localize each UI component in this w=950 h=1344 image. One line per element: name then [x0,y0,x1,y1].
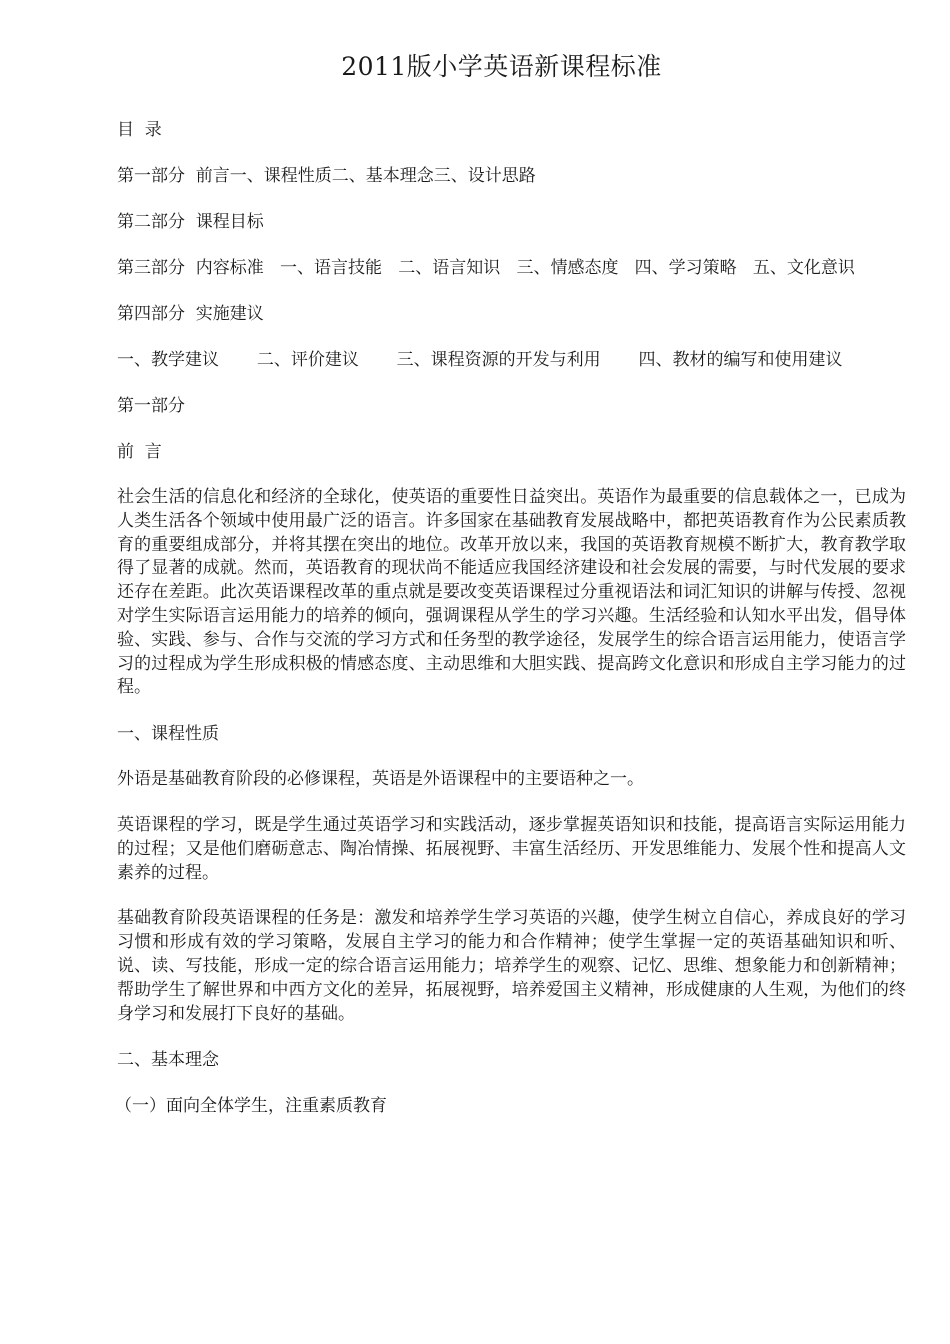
toc-part-2: 第二部分 课程目标 [117,212,264,232]
preface-heading: 前 言 [117,442,162,462]
toc-part-3: 第三部分 内容标准 一、语言技能 二、语言知识 三、情感态度 四、学习策略 五、文化意识 [117,258,855,278]
toc-heading: 目 录 [117,120,162,140]
section-heading-basic-concepts: 二、基本理念 [117,1050,219,1071]
course-nature-paragraph-3: 基础教育阶段英语课程的任务是：激发和培养学生学习英语的兴趣，使学生树立自信心，养成良好的学习习惯和形成有效的学习策略，发展自主学习的能力和合作精神；使学生掌握一定的英语基础知识和听、说、读、写技能，形成一定的综合语言运用能力；培养学生的观察、记忆、思维、想象能力和创新精神；帮助学生了解世界和中西方文化的差异，拓展视野，培养爱国主义精神，形成健康的人生观，为他们的终身学习和发展打下良好的基础。 [117,908,906,1024]
document-title: 2011版小学英语新课程标准 [341,52,662,81]
toc-part-1: 第一部分 前言一、课程性质二、基本理念三、设计思路 [117,166,536,186]
part-label: 第一部分 [117,396,185,416]
section-heading-course-nature: 一、课程性质 [117,724,219,745]
subsection-heading-all-students: （一）面向全体学生，注重素质教育 [115,1096,387,1117]
toc-part-4-items: 一、教学建议 二、评价建议 三、课程资源的开发与利用 四、教材的编写和使用建议 [117,350,843,370]
toc-part-4: 第四部分 实施建议 [117,304,264,324]
course-nature-paragraph-2: 英语课程的学习，既是学生通过英语学习和实践活动，逐步掌握英语知识和技能，提高语言实际运用能力的过程；又是他们磨砺意志、陶冶情操、拓展视野、丰富生活经历、开发思维能力、发展个性和提高人文素养的过程。 [117,814,906,883]
course-nature-paragraph-1: 外语是基础教育阶段的必修课程，英语是外语课程中的主要语种之一。 [117,769,644,790]
preface-paragraph: 社会生活的信息化和经济的全球化，使英语的重要性日益突出。英语作为最重要的信息载体之一，已成为人类生活各个领域中使用最广泛的语言。许多国家在基础教育发展战略中，都把英语教育作为公民素质教育的重要组成部分，并将其摆在突出的地位。改革开放以来，我国的英语教育规模不断扩大，教育教学取得了显著的成就。然而，英语教育的现状尚不能适应我国经济建设和社会发展的需要，与时代发展的要求还存在差距。此次英语课程改革的重点就是要改变英语课程过分重视语法和词汇知识的讲解与传授、忽视对学生实际语言运用能力的培养的倾向，强调课程从学生的学习兴趣。生活经验和认知水平出发，倡导体验、实践、参与、合作与交流的学习方式和任务型的教学途径，发展学生的综合语言运用能力，使语言学习的过程成为学生形成积极的情感态度、主动思维和大胆实践、提高跨文化意识和形成自主学习能力的过程。 [117,487,906,698]
